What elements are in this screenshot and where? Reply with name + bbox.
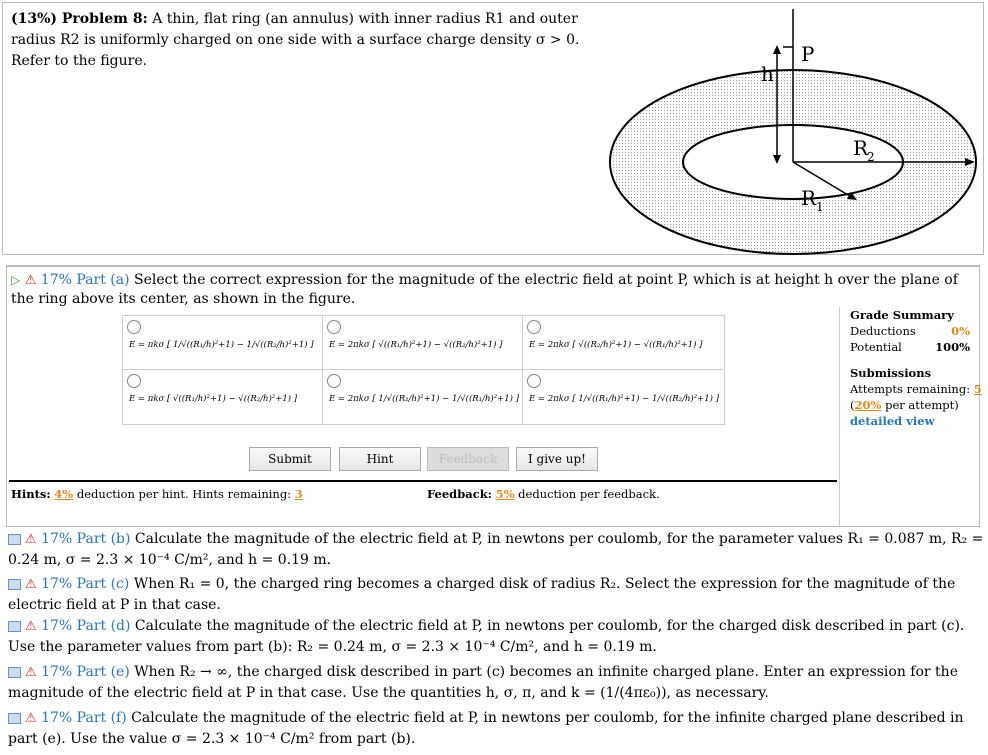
choice-6[interactable]	[523, 370, 723, 424]
part-text: Calculate the magnitude of the electric field at P, in newtons per coulomb, for the charged disk described in part (c). Use the parameter values from part (b): R₂ = 0.24 m, σ = 2.3 × 10⁻⁴ C/m², and h = 0.19 m.	[8, 618, 965, 655]
potential-value: 100%	[935, 340, 970, 354]
radio-button[interactable]	[127, 320, 141, 334]
choices-grid	[122, 315, 725, 425]
give-up-button[interactable]: I give up!	[516, 447, 598, 471]
part-pct: 17% Part (d)	[41, 618, 131, 634]
feedback-info	[427, 487, 660, 501]
choice-expression: E = 2πkσ [ √((R₁/h)²+1) − √((R₂/h)²+1) ]	[329, 340, 503, 350]
warning-icon: ⚠	[25, 711, 37, 726]
label-r2-sub: 2	[867, 150, 875, 164]
label-r1-sub: 1	[816, 200, 824, 214]
submit-button[interactable]: Submit	[249, 447, 331, 471]
part-c-row[interactable]	[8, 574, 984, 616]
play-icon[interactable]: ▷	[11, 273, 21, 287]
choice-expression: E = πkσ [ 1/√((R₁/h)²+1) − 1/√((R₂/h)²+1) ]	[129, 340, 314, 350]
part-text: Calculate the magnitude of the electric field at P, in newtons per coulomb, for the infinite charged plane described in part (e). Use the value σ = 2.3 × 10⁻⁴ C/m² from part (b).	[8, 710, 964, 747]
detailed-view-link[interactable]: detailed view	[850, 414, 935, 428]
warning-icon: ⚠	[25, 619, 37, 634]
per-attempt-text: per attempt)	[885, 398, 959, 412]
hints-text: deduction per hint. Hints remaining:	[76, 487, 292, 501]
choice-expression: E = 2πkσ [ 1/√((R₁/h)²+1) − 1/√((R₂/h)²+1) ]	[529, 394, 720, 404]
choice-1[interactable]	[123, 316, 323, 370]
choice-4[interactable]	[123, 370, 323, 424]
attempts-label: Attempts remaining:	[850, 382, 971, 396]
per-attempt-row: (20% per attempt)	[850, 398, 959, 412]
problem-box	[2, 2, 984, 255]
choice-5[interactable]	[323, 370, 523, 424]
potential-label: Potential	[850, 340, 902, 354]
radio-button[interactable]	[327, 374, 341, 388]
part-f-row[interactable]	[8, 708, 984, 750]
part-a-panel	[6, 265, 980, 527]
attempts-value: 5	[973, 382, 982, 396]
part-b-row[interactable]	[8, 529, 984, 571]
part-e-row[interactable]	[8, 662, 984, 704]
choice-expression: E = πkσ [ √((R₁/h)²+1) − √((R₂/h)²+1) ]	[129, 394, 298, 404]
hint-deduction: 4%	[54, 487, 74, 501]
collapse-icon[interactable]	[8, 534, 21, 545]
radio-button[interactable]	[127, 374, 141, 388]
hints-info	[11, 487, 303, 501]
choice-expression: E = 2πkσ [ 1/√((R₂/h)²+1) − 1/√((R₁/h)²+1) ]	[329, 394, 520, 404]
problem-text: A thin, flat ring (an annulus) with inner radius R1 and outer radius R2 is uniformly charged on one side with a surface charge density σ > 0. Refer to the figure.	[11, 11, 580, 69]
label-p: P	[801, 42, 815, 66]
part-a-text: Select the correct expression for the magnitude of the electric field at point P, which is at height h over the plane of the ring above its center, as shown in the figure.	[11, 272, 958, 307]
collapse-icon[interactable]	[8, 579, 21, 590]
submissions-title: Submissions	[850, 366, 932, 380]
warning-icon: ⚠	[25, 665, 37, 680]
part-text: When R₁ = 0, the charged ring becomes a charged disk of radius R₂. Select the expression for the magnitude of the electric field at P in that case.	[8, 576, 956, 613]
warning-icon: ⚠	[24, 273, 37, 288]
part-pct: 17% Part (f)	[41, 710, 127, 726]
attempts-row	[850, 381, 988, 397]
potential-row	[850, 339, 970, 355]
hint-button[interactable]: Hint	[339, 447, 421, 471]
label-h: h	[761, 62, 774, 86]
collapse-icon[interactable]	[8, 621, 21, 632]
part-text: Calculate the magnitude of the electric field at P, in newtons per coulomb, for the parameter values R₁ = 0.087 m, R₂ = 0.24 m, σ = 2.3 × 10⁻⁴ C/m², and h = 0.19 m.	[8, 531, 984, 568]
hints-remaining: 3	[294, 487, 303, 501]
feedback-deduction: 5%	[495, 487, 515, 501]
grade-title: Grade Summary	[850, 308, 954, 322]
deductions-value: 0%	[951, 324, 970, 338]
grade-summary	[839, 307, 988, 527]
warning-icon: ⚠	[25, 532, 37, 547]
collapse-icon[interactable]	[8, 667, 21, 678]
deductions-label: Deductions	[850, 324, 916, 338]
per-attempt-pct: 20%	[854, 398, 882, 412]
part-d-row[interactable]	[8, 616, 984, 658]
hints-label: Hints:	[11, 487, 51, 501]
h-arrow-up	[773, 45, 781, 54]
annulus-figure	[607, 5, 983, 255]
label-r1: R	[801, 186, 817, 210]
choice-3[interactable]	[523, 316, 723, 370]
part-a-header	[11, 271, 977, 309]
feedback-label: Feedback:	[427, 487, 492, 501]
radio-button[interactable]	[327, 320, 341, 334]
part-pct: 17% Part (e)	[41, 664, 130, 680]
part-pct: 17% Part (c)	[41, 576, 130, 592]
feedback-button: Feedback	[427, 447, 509, 471]
choice-2[interactable]	[323, 316, 523, 370]
hints-feedback-bar	[9, 480, 837, 529]
part-pct: 17% Part (b)	[41, 531, 131, 547]
collapse-icon[interactable]	[8, 713, 21, 724]
deductions-row	[850, 323, 970, 339]
problem-statement	[11, 9, 601, 72]
feedback-text: deduction per feedback.	[518, 487, 660, 501]
problem-label: (13%) Problem 8:	[11, 11, 148, 27]
part-a-pct: 17% Part (a)	[40, 272, 130, 288]
warning-icon: ⚠	[25, 577, 37, 592]
radio-button[interactable]	[527, 320, 541, 334]
label-r2: R	[853, 136, 869, 160]
choice-expression: E = 2πkσ [ √((R₂/h)²+1) − √((R₁/h)²+1) ]	[529, 340, 703, 350]
radio-button[interactable]	[527, 374, 541, 388]
part-text: When R₂ → ∞, the charged disk described in part (c) becomes an infinite charged plane. Enter an expression for the magnitude of the electric field at P in that case. Use the quantities h, σ, π, and k = (1/(4πε₀)), as necessary.	[8, 664, 958, 701]
